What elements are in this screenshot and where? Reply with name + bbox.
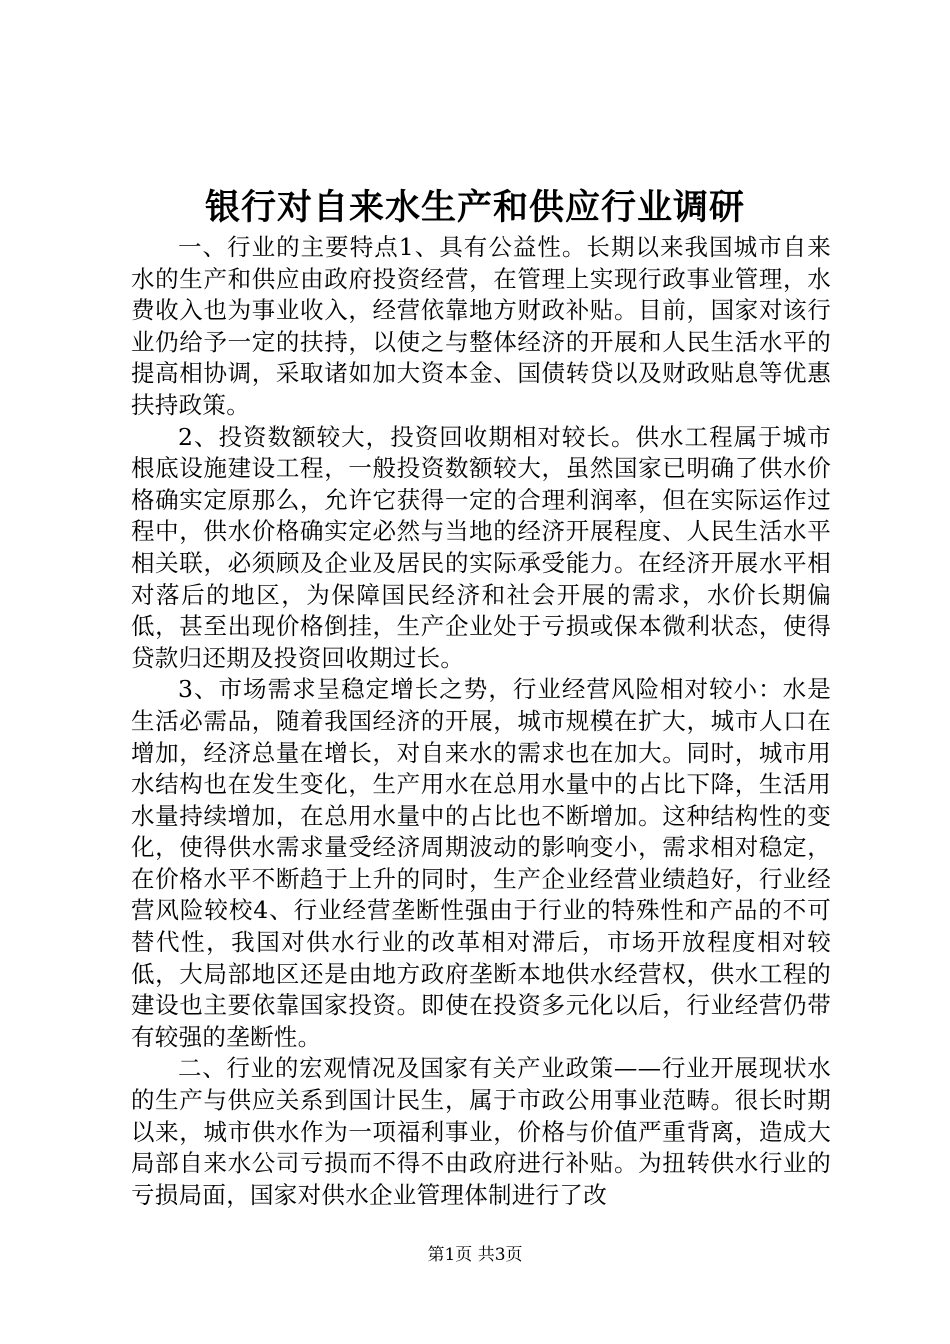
page-number-footer: 第1页 共3页: [427, 1245, 523, 1265]
paragraph-macro-policy: 二、行业的宏观情况及国家有关产业政策——行业开展现状水的生产与供应关系到国计民生，属于市政公用事业范畴。很长时期以来，城市供水作为一项福利事业，价格与价值严重背离，造成大局部自来水公司亏损而不得不由政府进行补贴。为扭转供水行业的亏损局面，国家对供水企业管理体制进行了改: [131, 1054, 831, 1209]
document-body: [131, 232, 831, 1211]
paragraph-industry-features: 一、行业的主要特点1、具有公益性。长期以来我国城市自来水的生产和供应由政府投资经营，在管理上实现行政事业管理，水费收入也为事业收入，经营依靠地方财政补贴。目前，国家对该行业仍给予一定的扶持，以使之与整体经济的开展和人民生活水平的提高相协调，采取诸如加大资本金、国债转贷以及财政贴息等优惠扶持政策。: [131, 233, 831, 419]
paragraph-investment: 2、投资数额较大，投资回收期相对较长。供水工程属于城市根底设施建设工程，一般投资数额较大，虽然国家已明确了供水价格确实定原那么，允许它获得一定的合理利润率，但在实际运作过程中，供水价格确实定必然与当地的经济开展程度、人民生活水平相关联，必须顾及企业及居民的实际承受能力。在经济开展水平相对落后的地区，为保障国民经济和社会开展的需求，水价长期偏低，甚至出现价格倒挂，生产企业处于亏损或保本微利状态，使得贷款归还期及投资回收期过长。: [131, 422, 831, 672]
document-title: 银行对自来水生产和供应行业调研: [204, 187, 745, 228]
paragraph-market-demand: 3、市场需求呈稳定增长之势，行业经营风险相对较小：水是生活必需品，随着我国经济的开展，城市规模在扩大，城市人口在增加，经济总量在增长，对自来水的需求也在加大。同时，城市用水结构也在发生变化，生产用水在总用水量中的占比下降，生活用水量持续增加，在总用水量中的占比也不断增加。这种结构性的变化，使得供水需求量受经济周期波动的影响变小，需求相对稳定，在价格水平不断趋于上升的同时，生产企业经营业绩趋好，行业经营风险较校4、行业经营垄断性强由于行业的特殊性和产品的不可替代性，我国对供水行业的改革相对滞后，市场开放程度相对较低，大局部地区还是由地方政府垄断本地供水经营权，供水工程的建设也主要依靠国家投资。即使在投资多元化以后，行业经营仍带有较强的垄断性。: [131, 675, 831, 1051]
